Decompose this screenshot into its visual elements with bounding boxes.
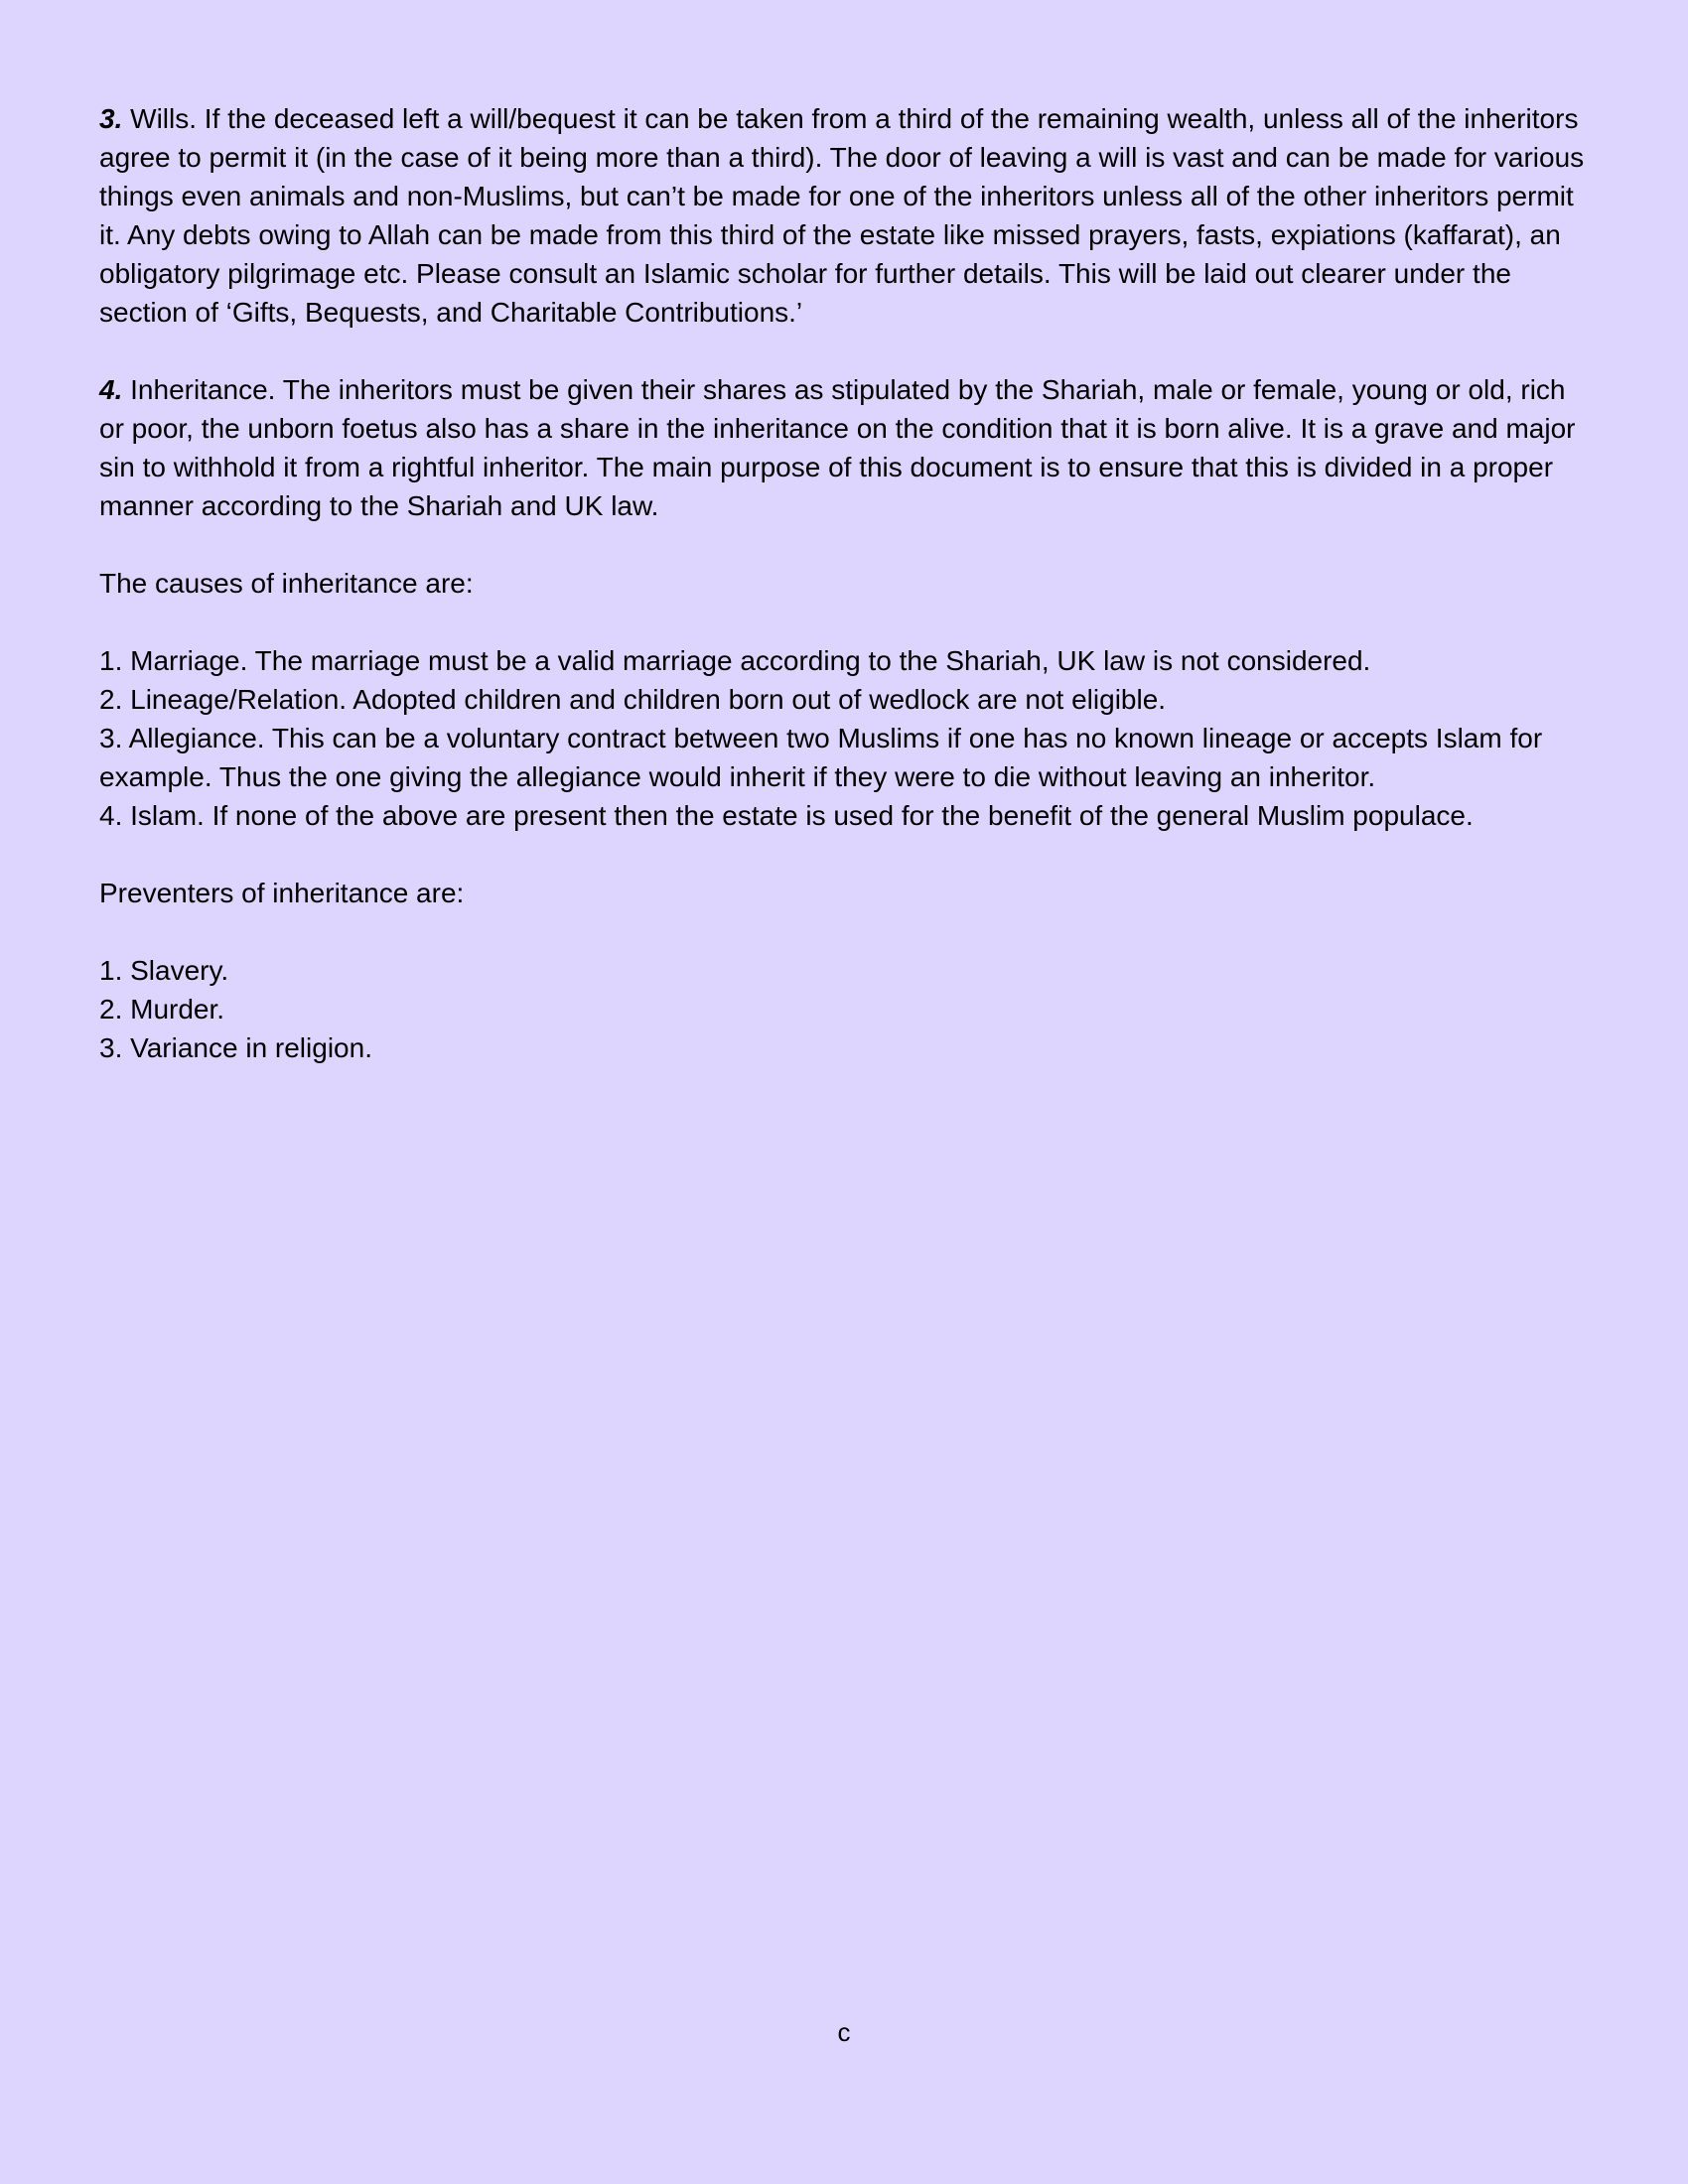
causes-heading: The causes of inheritance are:: [99, 568, 474, 599]
section-wills: [99, 99, 1594, 332]
causes-list: [99, 641, 1594, 835]
document-body: [99, 99, 1594, 1106]
list-item: 2. Murder.: [99, 994, 225, 1024]
section-number: 3.: [99, 103, 123, 134]
section-text: Wills. If the deceased left a will/bequest it can be taken from a third of the remaining wealth, unless all of the inheritors agree to permit it (in the case of it being more than a third). The door of leaving a will is vast and can be made for various things even animals and non-Muslims, but can’t be made for one of the inheritors unless all of the other inheritors permit it. Any debts owing to Allah can be made from this third of the estate like missed prayers, fasts, expiations (kaffarat), an obligatory pilgrimage etc. Please consult an Islamic scholar for further details. This will be laid out clearer under the section of ‘Gifts, Bequests, and Charitable Contributions.’: [99, 103, 1585, 328]
list-item: 4. Islam. If none of the above are present then the estate is used for the benefit of the general Muslim populace.: [99, 800, 1474, 831]
list-item: 3. Allegiance. This can be a voluntary contract between two Muslims if one has no known lineage or accepts Islam for example. Thus the one giving the allegiance would inherit if they were to die without leaving an inheritor.: [99, 723, 1543, 792]
section-inheritance: [99, 370, 1594, 525]
list-item: 2. Lineage/Relation. Adopted children and children born out of wedlock are not eligible.: [99, 684, 1167, 715]
page-footer-marker: c: [837, 2017, 851, 2047]
list-item: 1. Slavery.: [99, 955, 229, 986]
list-item: 3. Variance in religion.: [99, 1032, 372, 1063]
section-number: 4.: [99, 374, 123, 405]
preventers-list: [99, 951, 1594, 1067]
list-item: 1. Marriage. The marriage must be a valid marriage according to the Shariah, UK law is not considered.: [99, 645, 1371, 676]
section-text: Inheritance. The inheritors must be given their shares as stipulated by the Shariah, male or female, young or old, rich or poor, the unborn foetus also has a share in the inheritance on the condition that it is born alive. It is a grave and major sin to withhold it from a rightful inheritor. The main purpose of this document is to ensure that this is divided in a proper manner according to the Shariah and UK law.: [99, 374, 1576, 521]
preventers-heading: Preventers of inheritance are:: [99, 878, 465, 908]
